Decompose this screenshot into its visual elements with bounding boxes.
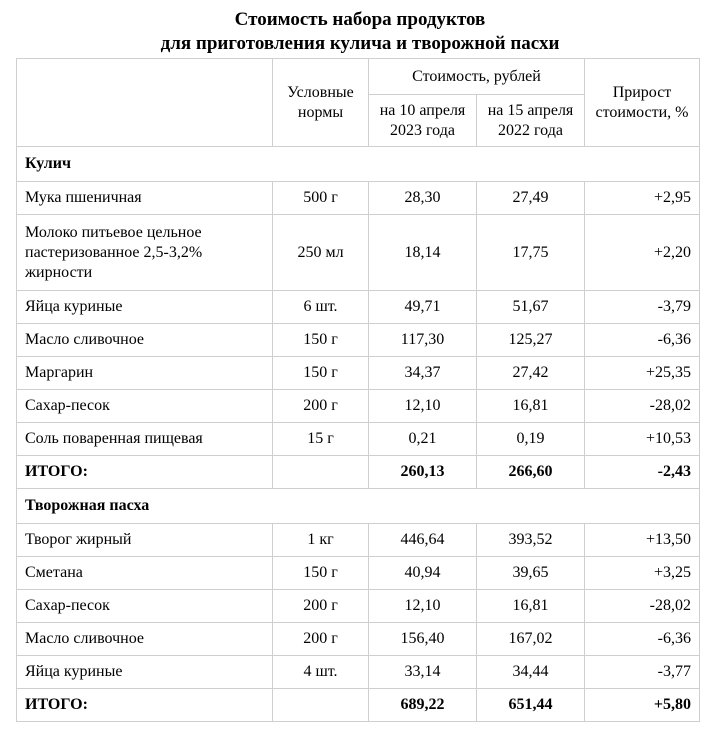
title-line-1: Стоимость набора продуктов (234, 9, 486, 30)
total-increase-cell: -2,43 (585, 456, 700, 489)
total-cost-2023-cell: 689,22 (369, 689, 477, 722)
header-norms: Условные нормы (273, 59, 369, 147)
norm-cell: 250 мл (273, 215, 369, 291)
product-name-cell: Сахар-песок (17, 390, 273, 423)
product-name-cell: Яйца куриные (17, 291, 273, 324)
norm-cell: 15 г (273, 423, 369, 456)
header-col-2023: на 10 апреля 2023 года (369, 95, 477, 147)
table-body (17, 59, 700, 722)
cost-2022-cell: 125,27 (477, 324, 585, 357)
cost-2022-cell: 51,67 (477, 291, 585, 324)
increase-cell: -6,36 (585, 623, 700, 656)
cost-2023-cell: 40,94 (369, 557, 477, 590)
increase-cell: -3,77 (585, 656, 700, 689)
section-row (17, 147, 700, 182)
total-cost-2022-cell: 651,44 (477, 689, 585, 722)
increase-cell: -28,02 (585, 590, 700, 623)
cost-2022-cell: 167,02 (477, 623, 585, 656)
total-cost-2023-cell: 260,13 (369, 456, 477, 489)
cost-2022-cell: 0,19 (477, 423, 585, 456)
total-increase-cell: +5,80 (585, 689, 700, 722)
product-name-cell: Яйца куриные (17, 656, 273, 689)
cost-2023-cell: 446,64 (369, 524, 477, 557)
header-col-2022: на 15 апреля 2022 года (477, 95, 585, 147)
cost-2022-cell: 16,81 (477, 390, 585, 423)
increase-cell: +10,53 (585, 423, 700, 456)
norm-cell: 4 шт. (273, 656, 369, 689)
cost-2022-cell: 27,49 (477, 182, 585, 215)
product-name-cell: Творог жирный (17, 524, 273, 557)
norm-cell: 6 шт. (273, 291, 369, 324)
norm-cell: 500 г (273, 182, 369, 215)
cost-2022-cell: 16,81 (477, 590, 585, 623)
title-line-2: для приготовления кулича и творожной пасхи (160, 33, 560, 54)
price-table (16, 58, 700, 722)
table-row (17, 324, 700, 357)
table-row (17, 557, 700, 590)
increase-cell: +13,50 (585, 524, 700, 557)
product-name-cell: Мука пшеничная (17, 182, 273, 215)
norm-cell: 150 г (273, 557, 369, 590)
increase-cell: +2,20 (585, 215, 700, 291)
cost-2023-cell: 28,30 (369, 182, 477, 215)
increase-cell: +25,35 (585, 357, 700, 390)
increase-cell: -6,36 (585, 324, 700, 357)
cost-2022-cell: 34,44 (477, 656, 585, 689)
product-name-cell: Соль поваренная пищевая (17, 423, 273, 456)
norm-cell: 150 г (273, 357, 369, 390)
norm-cell: 1 кг (273, 524, 369, 557)
product-name-cell: Сахар-песок (17, 590, 273, 623)
norm-cell: 200 г (273, 623, 369, 656)
product-name-cell: Масло сливочное (17, 623, 273, 656)
table-row (17, 623, 700, 656)
table-row (17, 215, 700, 291)
cost-2023-cell: 156,40 (369, 623, 477, 656)
cost-2023-cell: 49,71 (369, 291, 477, 324)
table-row (17, 390, 700, 423)
table-row (17, 656, 700, 689)
increase-cell: +2,95 (585, 182, 700, 215)
table-row (17, 423, 700, 456)
cost-2022-cell: 39,65 (477, 557, 585, 590)
product-name-cell: Маргарин (17, 357, 273, 390)
norm-cell: 200 г (273, 590, 369, 623)
total-cost-2022-cell: 266,60 (477, 456, 585, 489)
table-row (17, 182, 700, 215)
total-row (17, 456, 700, 489)
table-row (17, 357, 700, 390)
total-label-cell: ИТОГО: (17, 456, 273, 489)
cost-2023-cell: 12,10 (369, 590, 477, 623)
total-row (17, 689, 700, 722)
product-name-cell: Сметана (17, 557, 273, 590)
total-norm-cell (273, 456, 369, 489)
cost-2023-cell: 117,30 (369, 324, 477, 357)
cost-2023-cell: 0,21 (369, 423, 477, 456)
header-row-1 (17, 59, 700, 95)
product-name-cell: Молоко питьевое цельное пастеризованное 2,5-3,2% жирности (17, 215, 273, 291)
cost-2023-cell: 18,14 (369, 215, 477, 291)
table-title (0, 8, 720, 56)
table-row (17, 291, 700, 324)
header-increase: Прирост стоимости, % (585, 59, 700, 147)
header-empty-cell (17, 59, 273, 147)
increase-cell: +3,25 (585, 557, 700, 590)
section-row (17, 489, 700, 524)
cost-2023-cell: 12,10 (369, 390, 477, 423)
increase-cell: -28,02 (585, 390, 700, 423)
increase-cell: -3,79 (585, 291, 700, 324)
cost-2023-cell: 33,14 (369, 656, 477, 689)
total-norm-cell (273, 689, 369, 722)
norm-cell: 200 г (273, 390, 369, 423)
norm-cell: 150 г (273, 324, 369, 357)
cost-2022-cell: 27,42 (477, 357, 585, 390)
section-title: Творожная пасха (17, 489, 700, 524)
total-label-cell: ИТОГО: (17, 689, 273, 722)
cost-2022-cell: 393,52 (477, 524, 585, 557)
header-cost-group: Стоимость, рублей (369, 59, 585, 95)
cost-2022-cell: 17,75 (477, 215, 585, 291)
product-name-cell: Масло сливочное (17, 324, 273, 357)
table-row (17, 590, 700, 623)
cost-2023-cell: 34,37 (369, 357, 477, 390)
section-title: Кулич (17, 147, 700, 182)
table-row (17, 524, 700, 557)
